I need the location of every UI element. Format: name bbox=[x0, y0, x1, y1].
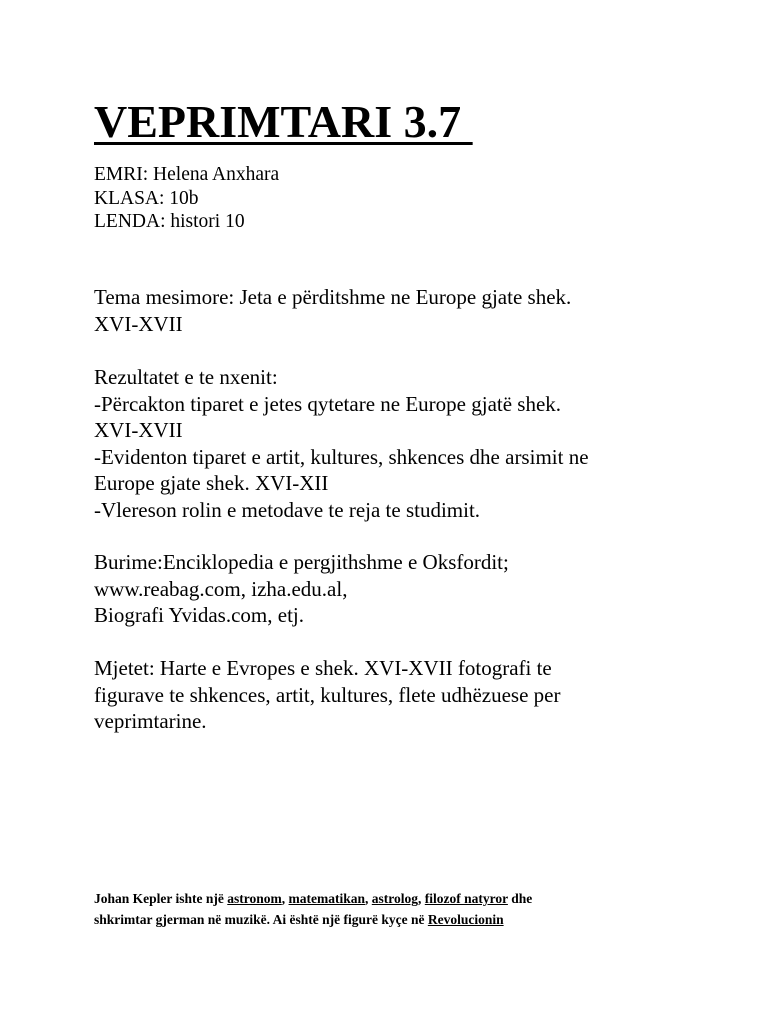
link-astronom[interactable]: astronom bbox=[227, 891, 282, 906]
learning-outcome-line: XVI-XVII bbox=[94, 418, 183, 442]
student-name: EMRI: Helena Anxhara bbox=[94, 164, 280, 185]
student-info bbox=[94, 163, 279, 234]
learning-outcomes-heading: Rezultatet e te nxenit: bbox=[94, 365, 278, 389]
excerpt-separator: , bbox=[418, 891, 425, 906]
materials-line: Mjetet: Harte e Evropes e shek. XVI-XVII fotografi te bbox=[94, 656, 552, 680]
excerpt-text: Johan Kepler ishte një bbox=[94, 891, 228, 906]
link-matematikan[interactable]: matematikan bbox=[288, 891, 366, 906]
kepler-excerpt bbox=[94, 888, 694, 930]
sources-line: www.reabag.com, izha.edu.al, bbox=[94, 576, 348, 601]
lesson-topic-line: XVI-XVII bbox=[94, 311, 183, 336]
page-title: VEPRIMTARI 3.7 bbox=[94, 96, 473, 147]
link-revolucionin[interactable]: Revolucionin bbox=[427, 912, 504, 927]
learning-outcome-line: Europe gjate shek. XVI-XII bbox=[94, 471, 329, 495]
sources-line: Burime:Enciklopedia e pergjithshme e Oksfordit; bbox=[94, 550, 509, 574]
excerpt-separator: , bbox=[365, 891, 372, 906]
learning-outcome-line: -Evidenton tiparet e artit, kultures, shkences dhe arsimit ne bbox=[94, 444, 589, 469]
materials-section bbox=[94, 655, 694, 735]
learning-outcome-line: -Vlereson rolin e metodave te reja te studimit. bbox=[94, 497, 481, 522]
excerpt-separator: , bbox=[281, 891, 289, 906]
sources-section bbox=[94, 549, 694, 629]
link-astrolog[interactable]: astrolog bbox=[371, 891, 419, 906]
lesson-topic-section bbox=[94, 284, 694, 337]
materials-line: figurave te shkences, artit, kultures, flete udhëzuese per bbox=[94, 682, 561, 707]
sources-line: Biografi Yvidas.com, etj. bbox=[94, 603, 304, 627]
materials-line: veprimtarine. bbox=[94, 709, 207, 733]
student-subject: LENDA: histori 10 bbox=[94, 211, 245, 232]
link-filozof-natyror[interactable]: filozof natyror bbox=[424, 891, 508, 906]
excerpt-text: shkrimtar gjerman në muzikë. Ai është një figurë kyçe në bbox=[94, 912, 428, 927]
student-class: KLASA: 10b bbox=[94, 187, 199, 209]
kepler-excerpt-line-1 bbox=[94, 888, 694, 909]
learning-outcomes-section bbox=[94, 364, 694, 523]
kepler-excerpt-line-2 bbox=[94, 909, 694, 930]
learning-outcome-line: -Përcakton tiparet e jetes qytetare ne Europe gjatë shek. bbox=[94, 391, 562, 416]
excerpt-text: dhe bbox=[507, 891, 533, 906]
lesson-topic-line: Tema mesimore: Jeta e përditshme ne Europe gjate shek. bbox=[94, 285, 572, 309]
